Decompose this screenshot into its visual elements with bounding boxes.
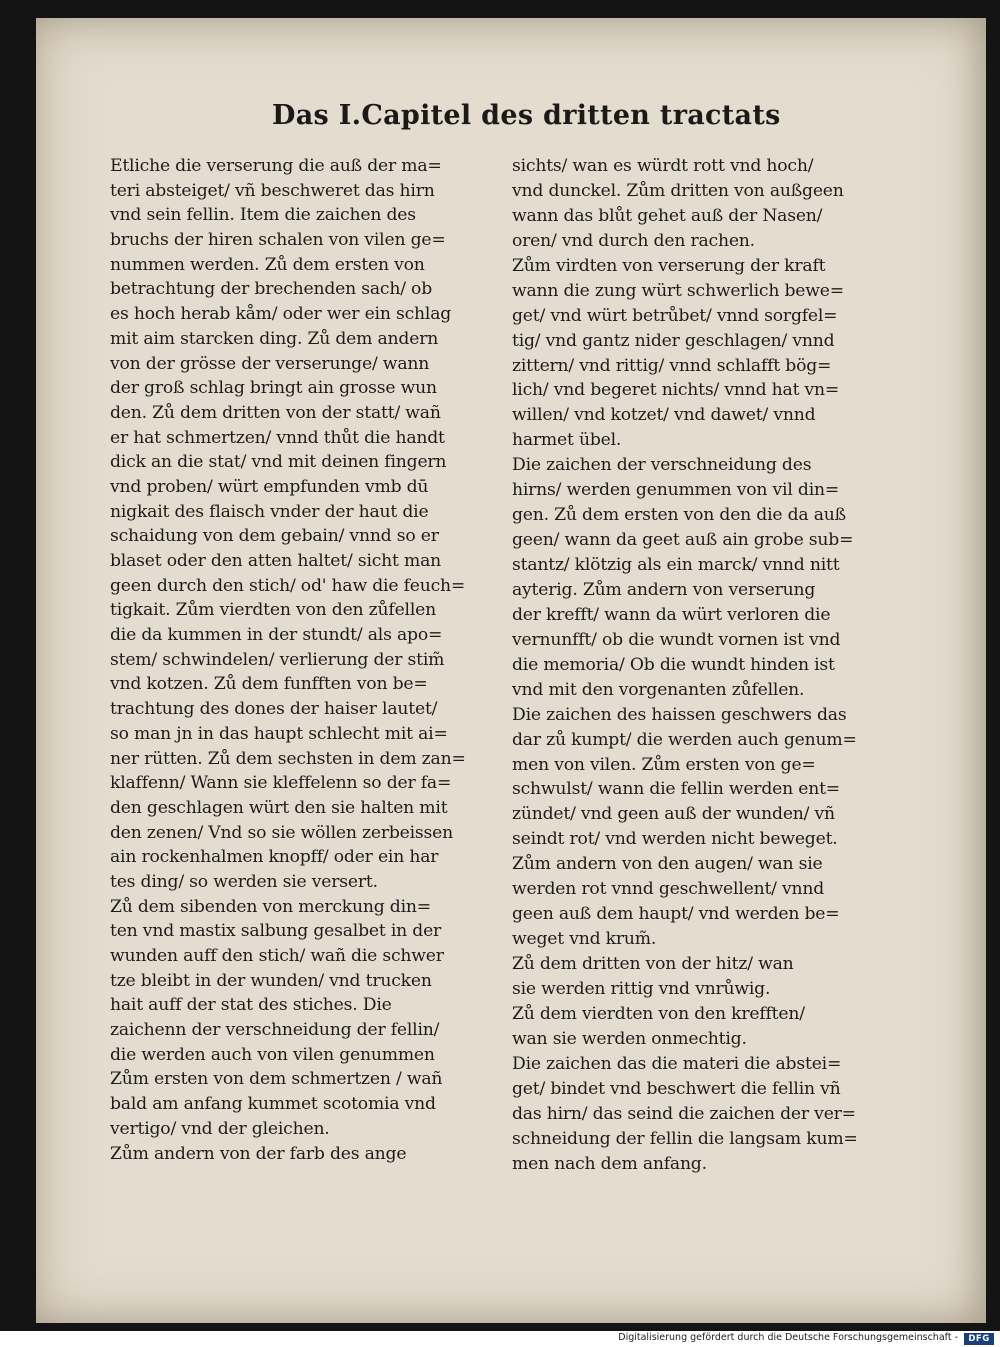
right-column-line: Zům virdten von verserung der kraft [512, 255, 826, 276]
right-column-line: get/ bindet vnd beschwert die fellin vñ [512, 1078, 841, 1099]
left-column-line: tes ding/ so werden sie versert. [110, 871, 378, 892]
right-column-line: wann die zung würt schwerlich bewe= [512, 280, 844, 301]
right-column-line: seindt rot/ vnd werden nicht beweget. [512, 829, 838, 850]
right-column-line: sichts/ wan es würdt rott vnd hoch/ [512, 156, 814, 176]
left-column-line: bald am anfang kummet scotomia vnd [110, 1094, 436, 1115]
dfg-logo-icon: DFG [964, 1333, 994, 1345]
left-column-line: geen durch den stich/ od' haw die feuch= [110, 575, 466, 596]
right-column-line: schneidung der fellin die langsam kum= [512, 1128, 858, 1149]
left-column-line: von der grösse der verserunge/ wann [110, 353, 430, 374]
left-column-line: vertigo/ vnd der gleichen. [110, 1118, 330, 1139]
left-text-column [110, 154, 502, 1166]
right-column-line: vnd mit den vorgenanten zůfellen. [512, 679, 805, 700]
left-column-line: vnd kotzen. Zů dem funfften von be= [110, 674, 428, 695]
left-column-line: ten vnd mastix salbung gesalbet in der [110, 921, 442, 942]
right-column-line: Die zaichen der verschneidung des [512, 455, 812, 476]
left-column-line: schaidung von dem gebain/ vnnd so er [110, 526, 439, 547]
right-column-line: get/ vnd würt betrůbet/ vnnd sorgfel= [512, 305, 838, 326]
right-column-line: Zů dem dritten von der hitz/ wan [512, 954, 794, 974]
right-column-line: dar zů kumpt/ die werden auch genum= [512, 729, 857, 750]
left-column-line: stem/ schwindelen/ verlierung der stim̃ [110, 649, 445, 670]
right-column-line: Die zaichen das die materi die abstei= [512, 1053, 842, 1074]
right-column-line: stantz/ klötzig als ein marck/ vnnd nitt [512, 555, 840, 575]
left-column-line: hait auff der stat des stiches. Die [110, 995, 392, 1016]
right-column-line: willen/ vnd kotzet/ vnd dawet/ vnnd [512, 405, 816, 426]
right-column-line: werden rot vnnd geschwellent/ vnnd [512, 879, 825, 900]
right-column-line: geen/ wann da geet auß ain grobe sub= [512, 530, 854, 551]
left-column-line: ner rütten. Zů dem sechsten in dem zan= [110, 748, 466, 769]
right-text-column [512, 154, 912, 1176]
left-column-line: dick an die stat/ vnd mit deinen fingern [110, 452, 447, 473]
left-column-line: den. Zů dem dritten von der statt/ wañ [110, 402, 441, 423]
left-column-line: tze bleibt in der wunden/ vnd trucken [110, 970, 432, 991]
left-column-line: vnd sein fellin. Item die zaichen des [110, 205, 416, 226]
right-column-line: ayterig. Zům andern von verserung [512, 579, 816, 600]
right-column-line: oren/ vnd durch den rachen. [512, 230, 755, 251]
left-column-line: die da kummen in der stundt/ als apo= [110, 625, 443, 646]
running-head: Das I.Capitel des dritten tractats [272, 100, 781, 131]
left-column-line: er hat schmertzen/ vnnd thůt die handt [110, 427, 445, 448]
right-column-line: men nach dem anfang. [512, 1153, 707, 1174]
right-column-line: vernunfft/ ob die wundt vornen ist vnd [512, 629, 841, 650]
right-column-line: Die zaichen des haissen geschwers das [512, 704, 847, 725]
left-column-line: Zů dem sibenden von merckung din= [110, 896, 431, 917]
left-column-line: mit aim starcken ding. Zů dem andern [110, 328, 439, 349]
right-column-line: zündet/ vnd geen auß der wunden/ vñ [512, 804, 835, 825]
digitization-footer [0, 1331, 1000, 1347]
right-column-line: Zů dem vierdten von den krefften/ [512, 1003, 805, 1024]
right-column-line: gen. Zů dem ersten von den die da auß [512, 505, 846, 526]
right-column-line: das hirn/ das seind die zaichen der ver= [512, 1103, 856, 1124]
right-column-line: tig/ vnd gantz nider geschlagen/ vnnd [512, 330, 835, 351]
left-column-line: nummen werden. Zů dem ersten von [110, 254, 425, 275]
right-column-line: harmet übel. [512, 430, 622, 451]
right-column-line: der krefft/ wann da würt verloren die [512, 604, 831, 625]
right-column-line: wann das blůt gehet auß der Nasen/ [512, 205, 823, 226]
left-column-line: betrachtung der brechenden sach/ ob [110, 279, 433, 300]
right-column-line: die memoria/ Ob die wundt hinden ist [512, 654, 835, 675]
left-column-line: teri absteiget/ vñ beschweret das hirn [110, 180, 435, 201]
left-column-line: vnd proben/ würt empfunden vmb dū [110, 476, 429, 497]
right-column-line: wan sie werden onmechtig. [512, 1028, 747, 1049]
left-column-line: Etliche die verserung die auß der ma= [110, 156, 442, 176]
right-column-line: Zům andern von den augen/ wan sie [512, 854, 823, 875]
right-column-line: zittern/ vnd rittig/ vnnd schlafft bög= [512, 355, 832, 376]
left-column-line: so man jn in das haupt schlecht mit ai= [110, 723, 448, 744]
left-column-line: es hoch herab kåm/ oder wer ein schlag [110, 304, 452, 325]
left-column-line: Zům ersten von dem schmertzen / wañ [110, 1069, 443, 1090]
right-column-line: men von vilen. Zům ersten von ge= [512, 754, 816, 775]
right-column-line: hirns/ werden genummen von vil din= [512, 480, 840, 501]
left-column-line: Zům andern von der farb des ange [110, 1143, 407, 1164]
right-column-line: weget vnd krum̃. [512, 929, 657, 950]
left-column-line: trachtung des dones der haiser lautet/ [110, 699, 438, 720]
right-column-line: schwulst/ wann die fellin werden ent= [512, 779, 840, 800]
right-column-line: sie werden rittig vnd vnrůwig. [512, 978, 771, 999]
right-column-line: vnd dunckel. Zům dritten von außgeen [512, 180, 844, 201]
left-column-line: zaichenn der verschneidung der fellin/ [110, 1020, 440, 1041]
left-column-line: bruchs der hiren schalen von vilen ge= [110, 230, 446, 251]
left-column-line: den zenen/ Vnd so sie wöllen zerbeissen [110, 822, 453, 843]
right-column-line: lich/ vnd begeret nichts/ vnnd hat vn= [512, 380, 840, 401]
left-column-line: wunden auff den stich/ wañ die schwer [110, 946, 444, 966]
right-column-line: geen auß dem haupt/ vnd werden be= [512, 904, 840, 925]
left-column-line: ain rockenhalmen knopff/ oder ein har [110, 847, 439, 868]
left-column-line: blaset oder den atten haltet/ sicht man [110, 551, 442, 571]
left-column-line: nigkait des flaisch vnder der haut die [110, 501, 429, 522]
left-column-line: tigkait. Zům vierdten von den zůfellen [110, 600, 436, 621]
left-column-line: die werden auch von vilen genummen [110, 1044, 435, 1065]
left-column-line: den geschlagen würt den sie halten mit [110, 797, 448, 818]
left-column-line: klaffenn/ Wann sie kleffelenn so der fa= [110, 773, 452, 794]
left-column-line: der groß schlag bringt ain grosse wun [110, 378, 437, 399]
footer-credit: Digitalisierung gefördert durch die Deutsche Forschungsgemeinschaft - [618, 1332, 958, 1343]
